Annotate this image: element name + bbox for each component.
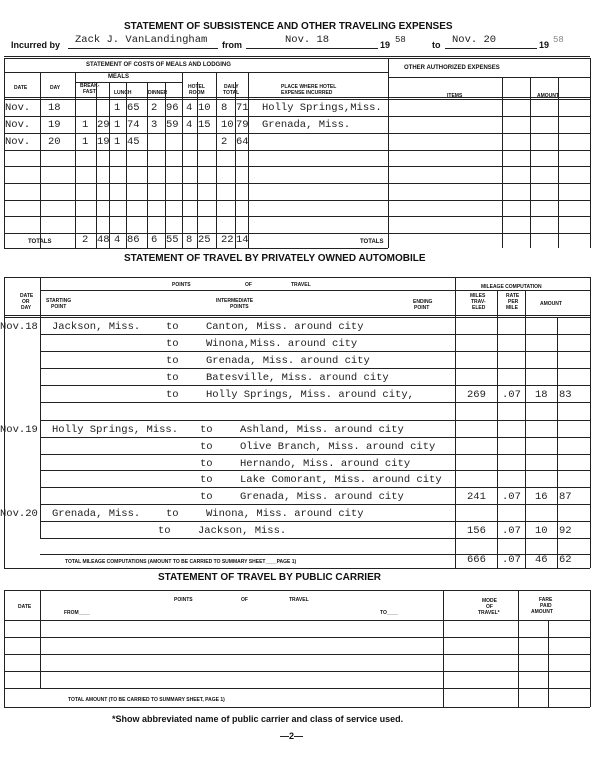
meals-cell-day: 20 — [48, 136, 61, 148]
auto-cell-amt-c: 92 — [559, 525, 572, 537]
meals-cell-lu_c: 74 — [127, 119, 140, 131]
carrier-col-mode-3: TRAVEL* — [478, 610, 500, 616]
auto-row-line — [40, 437, 590, 438]
carrier-col-mode-1: MODE — [482, 598, 497, 604]
total-rate: .07 — [502, 554, 521, 566]
carrier-travel-label: TRAVEL — [289, 597, 309, 603]
auto-cell-inter: Hernando, Miss. around city — [240, 458, 411, 470]
auto-cell-to: to — [166, 321, 179, 333]
auto-cell-to: to — [200, 458, 213, 470]
meals-cell-da_d: 2 — [221, 136, 228, 148]
meals-cell-lu_c: 65 — [127, 102, 140, 114]
total-mileage-label: TOTAL MILEAGE COMPUTATIONS (AMOUNT TO BE CARRIED TO SUMMARY SHEET____PAGE 1) — [65, 559, 297, 565]
auto-row-line — [40, 385, 590, 386]
meals-col-line — [109, 82, 110, 248]
auto-col-inter-1: INTERMEDIATE — [216, 298, 254, 304]
meals-col-hotel-1: HOTEL — [188, 84, 205, 90]
total-amount-cents: 62 — [559, 554, 572, 566]
meals-total-lu_c: 86 — [127, 234, 140, 246]
auto-col-end-2: POINT — [414, 305, 430, 311]
meals-col-line — [216, 72, 217, 248]
meals-header: MEALS — [108, 74, 129, 80]
meals-total-di_c: 55 — [166, 234, 179, 246]
auto-col-inter-2: POINTS — [230, 304, 249, 310]
auto-cell-amt-d: 16 — [535, 491, 548, 503]
to-date: Nov. 20 — [452, 34, 497, 46]
meals-totals-line — [4, 248, 388, 249]
auto-cell-rate: .07 — [502, 389, 521, 401]
meals-col-breakfast-2: FAST — [83, 89, 96, 95]
year-1: 58 — [395, 35, 406, 45]
carrier-points-label: POINTS — [174, 597, 193, 603]
meals-col-line — [40, 72, 41, 248]
auto-col-line — [4, 277, 5, 568]
auto-cell-to: to — [166, 338, 179, 350]
auto-col-date-2: OR — [22, 299, 30, 305]
other-col-amount: AMOUNT — [537, 93, 559, 99]
auto-row-line — [40, 368, 590, 369]
auto-row-line — [40, 487, 590, 488]
auto-cell-to: to — [166, 355, 179, 367]
carrier-col-mode-2: OF — [486, 604, 493, 610]
meals-col-line — [4, 58, 5, 248]
auto-cell-to: to — [166, 372, 179, 384]
meals-cell-day: 18 — [48, 102, 61, 114]
meals-col-daily-2: TOTAL — [223, 90, 240, 96]
auto-col-rate-2: PER — [508, 299, 519, 305]
auto-cell-to: to — [166, 389, 179, 401]
rule-line — [4, 315, 590, 316]
auto-row-line — [40, 504, 590, 505]
meals-cell-ho_d: 4 — [186, 102, 193, 114]
auto-col-date-3: DAY — [21, 305, 32, 311]
auto-cell-amt-d: 18 — [535, 389, 548, 401]
auto-of-label: OF — [245, 282, 252, 288]
auto-cell-start: Grenada, Miss. — [52, 508, 141, 520]
meals-total-da_c: 14 — [236, 234, 249, 246]
auto-cell-miles: 156 — [467, 525, 486, 537]
meals-col-lunch: LUNCH — [114, 90, 132, 96]
carrier-row-line — [4, 637, 590, 638]
auto-col-line — [497, 290, 498, 568]
meals-col-place-2: EXPENSE INCURRED — [281, 90, 333, 96]
year-2: 58 — [553, 35, 564, 45]
meals-cell-bk_c: 19 — [97, 136, 110, 148]
auto-cell-start: Jackson, Miss. — [52, 321, 141, 333]
auto-cell-rate: .07 — [502, 491, 521, 503]
meals-cell-place: Grenada, Miss. — [262, 119, 351, 131]
carrier-bottom-line — [4, 707, 590, 708]
meals-col-date: DATE — [14, 85, 28, 91]
meals-cell-bk_d: 1 — [82, 136, 89, 148]
auto-col-rate-3: MILE — [506, 305, 518, 311]
auto-row-line — [40, 538, 590, 539]
auto-col-date-1: DATE — [20, 293, 34, 299]
auto-cell-miles: 269 — [467, 389, 486, 401]
meals-col-hotel-2: ROOM — [189, 90, 205, 96]
auto-cell-inter: Winona,Miss. around city — [206, 338, 358, 350]
meals-col-line — [388, 58, 389, 248]
mileage-computation-title: MILEAGE COMPUTATION — [481, 284, 542, 290]
carrier-from-label: FROM____ — [64, 610, 90, 616]
other-expenses-title: OTHER AUTHORIZED EXPENSES — [404, 65, 500, 71]
auto-col-line — [40, 277, 41, 538]
page-number: —2— — [280, 731, 304, 741]
carrier-col-line — [590, 590, 591, 707]
auto-row-line — [40, 420, 590, 421]
auto-col-line — [557, 317, 558, 568]
to-label: to — [432, 40, 441, 50]
carrier-col-fare-3: AMOUNT — [531, 609, 553, 615]
carrier-col-line — [4, 590, 5, 707]
meals-col-place-1: PLACE WHERE HOTEL — [281, 84, 337, 90]
meals-section-title: STATEMENT OF COSTS OF MEALS AND LODGING — [86, 62, 231, 68]
auto-row-line — [40, 470, 590, 471]
meals-col-line — [502, 77, 503, 248]
auto-points-label: POINTS — [172, 282, 191, 288]
meals-cell-lu_d: 1 — [114, 119, 121, 131]
meals-total-ho_d: 8 — [186, 234, 193, 246]
meals-cell-date: Nov. — [5, 102, 31, 114]
auto-cell-start: Holly Springs, Miss. — [52, 424, 179, 436]
meals-col-line — [147, 82, 148, 248]
meals-col-line — [182, 72, 183, 248]
meals-cell-di_d: 2 — [151, 102, 158, 114]
carrier-row-line — [4, 688, 590, 689]
meals-total-bk_d: 2 — [82, 234, 89, 246]
year-label-1: 19 — [380, 40, 391, 50]
auto-cell-inter: Lake Comorant, Miss. around city — [240, 474, 442, 486]
rule-line — [4, 620, 590, 621]
auto-cell-to: to — [200, 424, 213, 436]
meals-cell-da_c: 71 — [236, 102, 249, 114]
auto-cell-inter: Winona, Miss. around city — [206, 508, 364, 520]
meals-cell-date: Nov. — [5, 119, 31, 131]
auto-cell-miles: 241 — [467, 491, 486, 503]
carrier-section-title: STATEMENT OF TRAVEL BY PUBLIC CARRIER — [158, 572, 381, 583]
auto-cell-amt-c: 83 — [559, 389, 572, 401]
carrier-col-line — [443, 590, 444, 707]
meals-cell-da_c: 79 — [236, 119, 249, 131]
auto-travel-label: TRAVEL — [291, 282, 311, 288]
auto-cell-to: to — [200, 491, 213, 503]
incurred-by-name: Zack J. VanLandingham — [75, 34, 208, 46]
meals-cell-date: Nov. — [5, 136, 31, 148]
auto-cell-inter: Grenada, Miss. around city — [206, 355, 370, 367]
auto-cell-to: to — [200, 474, 213, 486]
meals-cell-lu_d: 1 — [114, 102, 121, 114]
meals-col-line — [558, 77, 559, 248]
auto-cell-date: Nov.20 — [0, 508, 38, 520]
meals-col-daily-1: DAILY — [224, 84, 239, 90]
from-date: Nov. 18 — [285, 34, 330, 46]
auto-row-line — [40, 454, 590, 455]
carrier-total-label: TOTAL AMOUNT (TO BE CARRIED TO SUMMARY SHEET, PAGE 1) — [68, 697, 225, 703]
auto-cell-to: to — [200, 441, 213, 453]
meals-total-da_d: 22 — [221, 234, 234, 246]
meals-cell-lu_d: 1 — [114, 136, 121, 148]
auto-row-line — [40, 402, 590, 403]
meals-col-line — [235, 82, 236, 248]
meals-cell-di_c: 59 — [166, 119, 179, 131]
auto-cell-inter: Holly Springs, Miss. around city, — [206, 389, 414, 401]
auto-cell-amt-c: 87 — [559, 491, 572, 503]
carrier-col-line — [548, 620, 549, 707]
meals-cell-da_c: 64 — [236, 136, 249, 148]
meals-col-dinner: DINNER — [148, 90, 168, 96]
carrier-col-line — [518, 590, 519, 707]
year-label-2: 19 — [539, 40, 550, 50]
meals-col-breakfast-1: BREAK- — [80, 83, 100, 89]
auto-cell-to: to — [158, 525, 171, 537]
meals-cell-da_d: 8 — [221, 102, 228, 114]
auto-row-line — [40, 521, 590, 522]
auto-col-start-2: POINT — [51, 304, 67, 310]
meals-col-line — [197, 82, 198, 248]
auto-cell-rate: .07 — [502, 525, 521, 537]
rule-line — [4, 317, 590, 318]
meals-cell-lu_c: 45 — [127, 136, 140, 148]
meals-col-line — [96, 82, 97, 248]
auto-cell-inter: Olive Branch, Miss. around city — [240, 441, 436, 453]
auto-cell-inter: Ashland, Miss. around city — [240, 424, 404, 436]
from-label: from — [222, 40, 242, 50]
auto-cell-inter: Canton, Miss. around city — [206, 321, 364, 333]
meals-total-bk_c: 48 — [97, 234, 110, 246]
carrier-to-label: TO____ — [380, 610, 398, 616]
auto-col-miles-1: MILES — [470, 293, 486, 299]
auto-col-start-1: STARTING — [46, 298, 72, 304]
auto-col-line — [590, 277, 591, 568]
meals-totals-label-2: TOTALS — [360, 239, 384, 245]
auto-col-amount: AMOUNT — [540, 301, 562, 307]
carrier-col-fare-2: PAID — [540, 603, 552, 609]
carrier-row-line — [4, 654, 590, 655]
auto-total-line — [4, 568, 590, 569]
carrier-col-fare-1: FARE — [539, 597, 553, 603]
meals-col-line — [126, 82, 127, 248]
meals-col-day: DAY — [50, 85, 61, 91]
auto-col-end-1: ENDING — [413, 299, 433, 305]
carrier-of-label: OF — [241, 597, 248, 603]
auto-col-miles-3: ELED — [472, 305, 486, 311]
total-miles: 666 — [467, 554, 486, 566]
auto-row-line — [40, 351, 590, 352]
auto-col-miles-2: TRAV- — [471, 299, 486, 305]
meals-cell-ho_d: 4 — [186, 119, 193, 131]
auto-cell-date: Nov.19 — [0, 424, 38, 436]
meals-cell-place: Holly Springs,Miss. — [262, 102, 382, 114]
meals-cell-di_c: 96 — [166, 102, 179, 114]
auto-cell-inter: Batesville, Miss. around city — [206, 372, 389, 384]
auto-row-line — [40, 334, 590, 335]
auto-section-title: STATEMENT OF TRAVEL BY PRIVATELY OWNED AUTOMOBILE — [124, 253, 426, 264]
incurred-by-label: Incurred by — [11, 40, 61, 50]
meals-col-line — [165, 82, 166, 248]
carrier-col-date: DATE — [18, 604, 32, 610]
auto-cell-inter: Jackson, Miss. — [198, 525, 287, 537]
auto-cell-date: Nov.18 — [0, 321, 38, 333]
meals-cell-bk_d: 1 — [82, 119, 89, 131]
meals-col-line — [530, 77, 531, 248]
meals-col-line — [248, 72, 249, 248]
meals-cell-da_d: 10 — [221, 119, 234, 131]
other-col-items: ITEMS — [447, 93, 463, 99]
meals-cell-ho_c: 15 — [198, 119, 211, 131]
meals-cell-day: 19 — [48, 119, 61, 131]
carrier-col-line — [40, 590, 41, 688]
auto-col-rate-1: RATE — [506, 293, 520, 299]
auto-col-line — [455, 277, 456, 568]
meals-col-line — [75, 72, 76, 248]
meals-col-line — [590, 58, 591, 248]
meals-total-ho_c: 25 — [198, 234, 211, 246]
carrier-row-line — [4, 671, 590, 672]
meals-totals-label: TOTALS — [28, 239, 52, 245]
total-amount-dollars: 46 — [535, 554, 548, 566]
meals-cell-bk_c: 29 — [97, 119, 110, 131]
auto-cell-amt-d: 10 — [535, 525, 548, 537]
meals-total-lu_d: 4 — [114, 234, 121, 246]
meals-cell-ho_c: 10 — [198, 102, 211, 114]
footer-note: *Show abbreviated name of public carrier and class of service used. — [112, 714, 404, 724]
form-title: STATEMENT OF SUBSISTENCE AND OTHER TRAVELING EXPENSES — [124, 21, 453, 32]
auto-cell-to: to — [166, 508, 179, 520]
meals-cell-di_d: 3 — [151, 119, 158, 131]
auto-col-line — [525, 290, 526, 568]
meals-total-di_d: 6 — [151, 234, 158, 246]
auto-cell-inter: Grenada, Miss. around city — [240, 491, 404, 503]
